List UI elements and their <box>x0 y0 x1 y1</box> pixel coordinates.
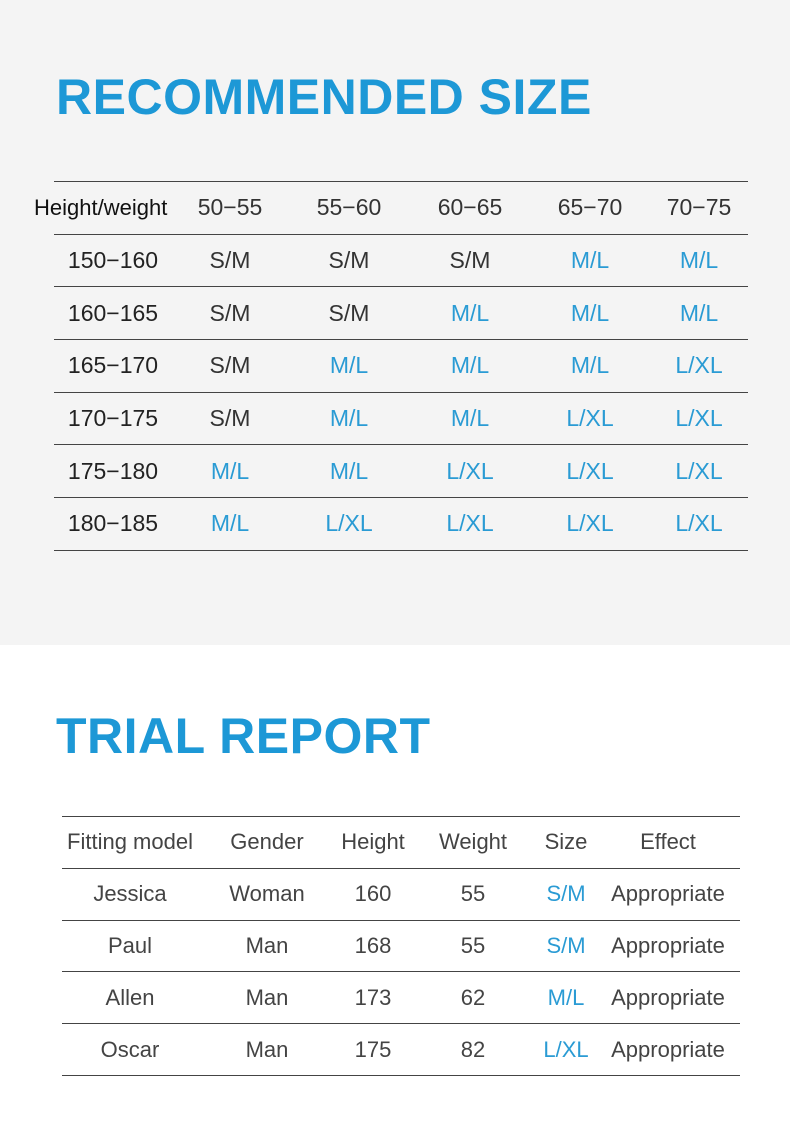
recommended-size-title: RECOMMENDED SIZE <box>56 69 592 125</box>
size-chart-row <box>54 340 748 393</box>
trial-report-table <box>62 816 740 1076</box>
height-range-label: 175−180 <box>67 457 159 484</box>
size-cell: L/XL <box>566 510 614 537</box>
height-range-label: 150−160 <box>67 247 159 274</box>
gender-cell: Man <box>245 984 289 1010</box>
size-cell: S/M <box>449 247 491 274</box>
weight-column-header: 70−75 <box>666 194 732 221</box>
height-range-label: 180−185 <box>67 510 159 537</box>
size-cell: M/L <box>210 510 250 537</box>
trial-report-title: TRIAL REPORT <box>56 708 431 764</box>
size-chart-row <box>54 445 748 498</box>
effect-cell: Appropriate <box>611 932 725 958</box>
size-cell: M/L <box>570 352 610 379</box>
height-range-label: 165−170 <box>67 352 159 379</box>
size-cell: S/M <box>209 247 251 274</box>
trial-row <box>62 920 740 972</box>
size-cell: M/L <box>547 984 585 1010</box>
size-cell: M/L <box>679 299 719 326</box>
size-chart-row <box>54 234 748 287</box>
trial-row <box>62 1024 740 1076</box>
weight-column-header: 65−70 <box>557 194 623 221</box>
size-chart-row <box>54 498 748 551</box>
weight-cell: 55 <box>460 932 486 958</box>
size-cell: L/XL <box>566 457 614 484</box>
column-header: Effect <box>640 829 696 855</box>
model-name: Oscar <box>100 1036 160 1062</box>
size-cell: L/XL <box>675 457 723 484</box>
weight-cell: 62 <box>460 984 486 1010</box>
effect-cell: Appropriate <box>611 984 725 1010</box>
model-name: Jessica <box>93 881 167 907</box>
column-header: Size <box>544 829 588 855</box>
effect-cell: Appropriate <box>611 1036 725 1062</box>
size-chart-row <box>54 287 748 340</box>
size-cell: L/XL <box>446 510 494 537</box>
weight-column-header: 60−65 <box>437 194 503 221</box>
model-name: Paul <box>107 932 153 958</box>
size-cell: S/M <box>209 405 251 432</box>
size-chart-header-row <box>54 182 748 235</box>
size-cell: M/L <box>570 247 610 274</box>
corner-label: Height/weight <box>34 194 168 220</box>
size-cell: M/L <box>210 457 250 484</box>
size-cell: M/L <box>329 405 369 432</box>
effect-cell: Appropriate <box>611 881 725 907</box>
size-cell: S/M <box>546 932 586 958</box>
height-cell: 168 <box>354 932 392 958</box>
weight-cell: 82 <box>460 1036 486 1062</box>
size-cell: L/XL <box>675 405 723 432</box>
size-cell: M/L <box>329 457 369 484</box>
size-cell: L/XL <box>675 352 723 379</box>
size-cell: M/L <box>450 405 490 432</box>
gender-cell: Man <box>245 1036 289 1062</box>
size-cell: M/L <box>329 352 369 379</box>
weight-column-header: 55−60 <box>316 194 382 221</box>
height-cell: 160 <box>354 881 392 907</box>
height-cell: 173 <box>354 984 392 1010</box>
column-header: Gender <box>230 829 304 855</box>
size-chart-table <box>34 181 748 551</box>
trial-row <box>62 972 740 1024</box>
size-chart-row <box>54 392 748 445</box>
column-header: Weight <box>438 829 508 855</box>
weight-column-header: 50−55 <box>197 194 263 221</box>
size-cell: L/XL <box>543 1036 589 1062</box>
size-cell: S/M <box>328 247 370 274</box>
trial-row <box>62 868 740 920</box>
height-range-label: 170−175 <box>67 405 159 432</box>
size-cell: L/XL <box>446 457 494 484</box>
model-name: Allen <box>105 984 155 1010</box>
gender-cell: Woman <box>229 881 305 907</box>
column-header: Fitting model <box>67 829 193 855</box>
size-cell: M/L <box>570 299 610 326</box>
trial-report-section <box>0 645 790 1127</box>
size-cell: M/L <box>450 299 490 326</box>
weight-cell: 55 <box>460 881 486 907</box>
size-cell: S/M <box>209 352 251 379</box>
gender-cell: Man <box>245 932 289 958</box>
size-cell: L/XL <box>675 510 723 537</box>
size-cell: L/XL <box>325 510 373 537</box>
trial-header-row <box>62 817 740 869</box>
size-cell: S/M <box>209 299 251 326</box>
size-cell: S/M <box>328 299 370 326</box>
size-cell: M/L <box>450 352 490 379</box>
size-cell: M/L <box>679 247 719 274</box>
size-cell: S/M <box>546 881 586 907</box>
size-cell: L/XL <box>566 405 614 432</box>
height-range-label: 160−165 <box>67 299 159 326</box>
column-header: Height <box>341 829 405 855</box>
height-cell: 175 <box>354 1036 392 1062</box>
